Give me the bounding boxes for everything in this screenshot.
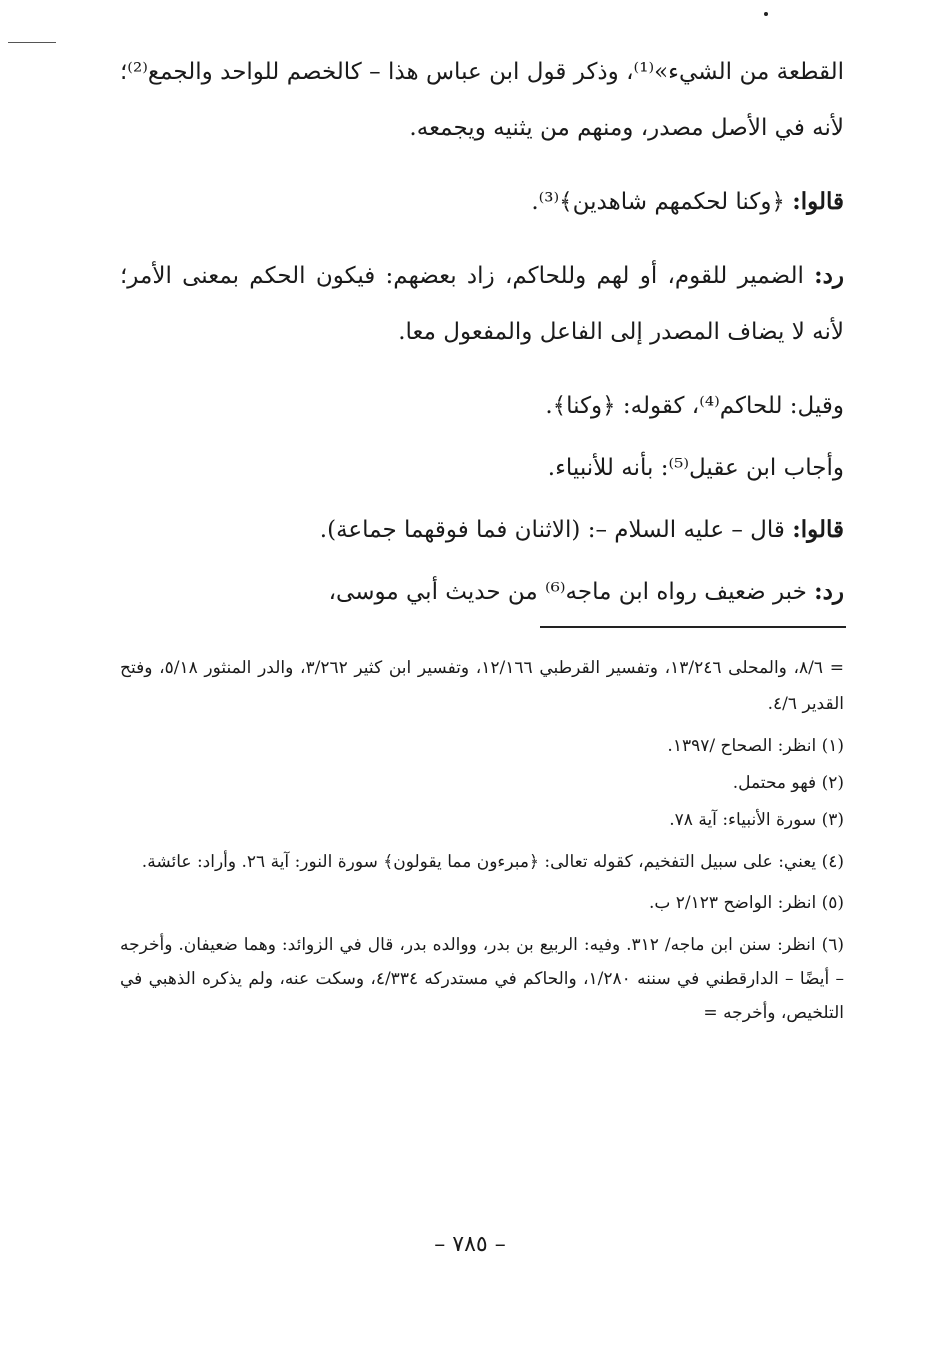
footnote-4: (٤) يعني: على سبيل التفخيم، كقوله تعالى: ﴿مبرءون مما يقولون﴾ سورة النور: آية ٢٦. وأراد: عائشة. (141, 852, 844, 872)
footnote-5: (٥) انظر: الواضح ٢/١٢٣ ب. (648, 893, 844, 913)
paragraph-6-text: قال – عليه السلام –: (الاثنان فما فوقهما جماعة). (319, 517, 793, 543)
footnote-continued: = ٨/٦، والمحلى ١٣/٢٤٦، وتفسير القرطبي ١٢/١٦٦، وتفسير ابن كثير ٣/٢٦٢، والدر المنثور ٥/١٨، وفتح القدير ٤/٦. (120, 658, 844, 714)
paragraph-7-text: خبر ضعيف رواه ابن ماجه⁽⁶⁾ من حديث أبي موسى، (328, 579, 815, 605)
footnotes (120, 650, 844, 1042)
page-number: – ٧٨٥ – (434, 1232, 506, 1257)
paragraph-7 (120, 576, 844, 608)
paragraph-2-text: ﴿وكنا لحكمهم شاهدين﴾⁽³⁾. (531, 189, 793, 215)
paragraph-3-label: رد: (814, 262, 844, 289)
footnote-2: (٢) فهو محتمل. (732, 773, 844, 793)
main-text (120, 48, 844, 608)
scan-speck (764, 12, 768, 16)
paragraph-6-label: قالوا: (792, 516, 844, 543)
footnote-3: (٣) سورة الأنبياء: آية ٧٨. (669, 810, 844, 830)
paragraph-6 (120, 514, 844, 546)
footnote-separator (540, 626, 846, 628)
paragraph-2-label: قالوا: (792, 188, 844, 215)
footnote-1: (١) انظر: الصحاح /١٣٩٧. (667, 736, 844, 756)
scan-margin-mark (8, 42, 56, 43)
paragraph-4: وقيل: للحاكم⁽⁴⁾، كقوله: ﴿وكنا﴾. (545, 393, 844, 419)
paragraph-1: القطعة من الشيء»⁽¹⁾، وذكر قول ابن عباس هذا – كالخصم للواحد والجمع⁽²⁾؛ لأنه في الأصل مصدر، ومنهم من يثنيه ويجمعه. (120, 59, 844, 141)
paragraph-7-label: رد: (814, 578, 844, 605)
paragraph-3-text: الضمير للقوم، أو لهم وللحاكم، زاد بعضهم: فيكون الحكم بمعنى الأمر؛ لأنه لا يضاف المصدر إلى الفاعل والمفعول معا. (120, 263, 844, 345)
paragraph-3 (120, 248, 844, 360)
footnote-6: (٦) انظر: سنن ابن ماجه/ ٣١٢. وفيه: الربيع بن بدر، ووالده بدر، قال في الزوائد: وهما ضعيفان. وأخرجه – أيضًا – الدارقطني في سننه ١/٢٨٠، والحاكم في مستدركه ٤/٣٣٤، وسكت عنه، ولم يذكره الذهبي في التلخيص، وأخرجه = (120, 935, 844, 1023)
paragraph-5: وأجاب ابن عقيل⁽⁵⁾: بأنه للأنبياء. (547, 455, 844, 481)
paragraph-2 (120, 186, 844, 218)
